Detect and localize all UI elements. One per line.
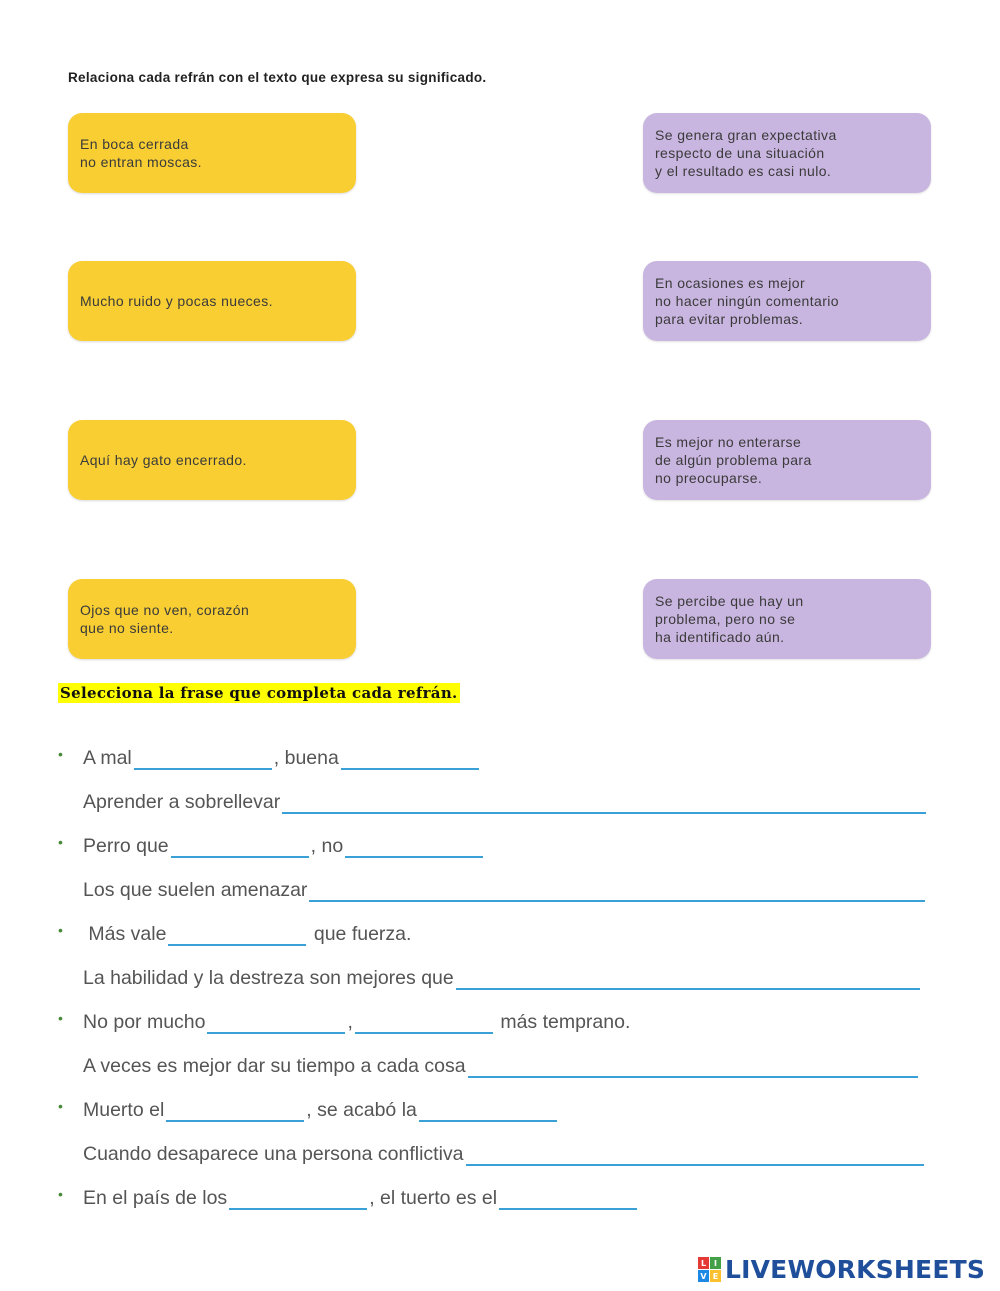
blank-input[interactable] <box>229 1186 367 1210</box>
bullet-icon: • <box>58 1098 63 1114</box>
saying-text: Muerto el <box>83 1099 165 1121</box>
logo-text: LIVEWORKSHEETS <box>725 1255 986 1284</box>
blank-input[interactable] <box>309 878 925 902</box>
meaning-text: A veces es mejor dar su tiempo a cada cosa <box>83 1055 466 1077</box>
matching-instruction: Relaciona cada refrán con el texto que expresa su significado. <box>68 70 487 85</box>
saying-line <box>83 920 411 946</box>
meaning-text: Cuando desaparece una persona conflictiva <box>83 1143 464 1165</box>
saying-line <box>83 832 485 858</box>
blank-input[interactable] <box>468 1054 918 1078</box>
meaning-line <box>83 1052 920 1078</box>
saying-card[interactable]: En boca cerrada no entran moscas. <box>68 113 356 193</box>
logo-block: V <box>698 1270 709 1282</box>
saying-line <box>83 744 481 770</box>
blank-input[interactable] <box>171 834 309 858</box>
meaning-line <box>83 788 928 814</box>
blank-input[interactable] <box>282 790 926 814</box>
bullet-icon: • <box>58 746 63 762</box>
meaning-text: Aprender a sobrellevar <box>83 791 281 813</box>
saying-text: Más vale <box>83 923 167 945</box>
bullet-icon: • <box>58 922 63 938</box>
saying-text: , no <box>310 835 344 857</box>
saying-text: , el tuerto es el <box>369 1187 498 1209</box>
blank-input[interactable] <box>207 1010 345 1034</box>
saying-text: , buena <box>273 747 339 769</box>
completion-instruction: Selecciona la frase que completa cada refrán. <box>60 684 458 702</box>
saying-card[interactable]: Ojos que no ven, corazón que no siente. <box>68 579 356 659</box>
saying-text: que fuerza. <box>308 923 412 945</box>
meaning-card[interactable]: Es mejor no enterarse de algún problema para no preocuparse. <box>643 420 931 500</box>
blank-input[interactable] <box>341 746 479 770</box>
blank-input[interactable] <box>456 966 920 990</box>
blank-input[interactable] <box>345 834 483 858</box>
blank-input[interactable] <box>355 1010 493 1034</box>
logo-block: I <box>710 1257 721 1269</box>
meaning-line <box>83 964 922 990</box>
meaning-card[interactable]: En ocasiones es mejor no hacer ningún comentario para evitar problemas. <box>643 261 931 341</box>
meaning-line <box>83 876 927 902</box>
bullet-icon: • <box>58 1186 63 1202</box>
saying-text: , <box>347 1011 353 1033</box>
saying-text: , se acabó la <box>306 1099 417 1121</box>
blank-input[interactable] <box>168 922 306 946</box>
saying-text: En el país de los <box>83 1187 228 1209</box>
saying-text: más temprano. <box>494 1011 631 1033</box>
meaning-text: La habilidad y la destreza son mejores que <box>83 967 454 989</box>
blank-input[interactable] <box>466 1142 924 1166</box>
saying-text: No por mucho <box>83 1011 206 1033</box>
blank-input[interactable] <box>134 746 272 770</box>
meaning-text: Los que suelen amenazar <box>83 879 308 901</box>
bullet-icon: • <box>58 1010 63 1026</box>
saying-text: Perro que <box>83 835 169 857</box>
meaning-card[interactable]: Se genera gran expectativa respecto de una situación y el resultado es casi nulo. <box>643 113 931 193</box>
meaning-card[interactable]: Se percibe que hay un problema, pero no se ha identificado aún. <box>643 579 931 659</box>
liveworksheets-logo <box>698 1255 985 1284</box>
logo-blocks-icon <box>698 1257 721 1282</box>
logo-block: L <box>698 1257 709 1269</box>
blank-input[interactable] <box>419 1098 557 1122</box>
saying-card[interactable]: Mucho ruido y pocas nueces. <box>68 261 356 341</box>
logo-block: E <box>710 1270 721 1282</box>
meaning-line <box>83 1140 926 1166</box>
saying-line <box>83 1184 639 1210</box>
saying-card[interactable]: Aquí hay gato encerrado. <box>68 420 356 500</box>
saying-text: A mal <box>83 747 132 769</box>
saying-line <box>83 1008 630 1034</box>
blank-input[interactable] <box>166 1098 304 1122</box>
blank-input[interactable] <box>499 1186 637 1210</box>
bullet-icon: • <box>58 834 63 850</box>
saying-line <box>83 1096 559 1122</box>
